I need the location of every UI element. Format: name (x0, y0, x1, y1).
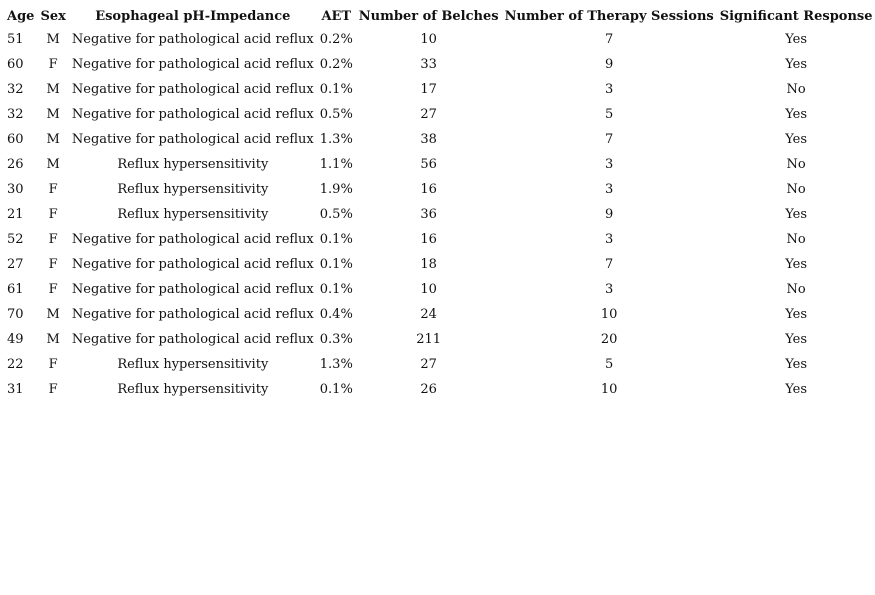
cell-therapy-sessions: 9 (605, 57, 614, 72)
cell-aet: 0.4% (319, 307, 353, 322)
cell-sex: M (46, 32, 60, 47)
cell-sex: F (48, 182, 58, 197)
cell-therapy-sessions: 9 (605, 207, 614, 222)
cell-therapy-sessions: 5 (605, 357, 614, 372)
cell-age: 70 (7, 307, 24, 322)
cell-significant-response: No (786, 82, 806, 97)
header-row (4, 6, 875, 27)
header-sex: Sex (40, 9, 66, 24)
cell-sex: F (48, 357, 58, 372)
cell-significant-response: Yes (785, 357, 808, 372)
cell-sex: F (48, 282, 58, 297)
cell-belches: 17 (420, 82, 437, 97)
cell-aet: 1.9% (319, 182, 353, 197)
cell-significant-response: No (786, 282, 806, 297)
cell-belches: 10 (420, 282, 437, 297)
cell-age: 51 (7, 32, 24, 47)
cell-age: 61 (7, 282, 24, 297)
cell-significant-response: No (786, 232, 806, 247)
cell-belches: 38 (420, 132, 437, 147)
cell-sex: M (46, 132, 60, 147)
cell-aet: 0.2% (319, 57, 353, 72)
table-row (4, 52, 875, 77)
cell-sex: M (46, 332, 60, 347)
cell-therapy-sessions: 10 (600, 307, 618, 322)
cell-ph-impedance: Negative for pathological acid reflux (71, 82, 314, 97)
cell-sex: F (48, 382, 58, 397)
table-header (4, 6, 875, 27)
cell-sex: M (46, 157, 60, 172)
cell-ph-impedance: Negative for pathological acid reflux (71, 332, 314, 347)
table-row (4, 377, 875, 402)
cell-belches: 33 (420, 57, 437, 72)
patient-data-table (4, 6, 875, 402)
table-row (4, 202, 875, 227)
cell-aet: 1.1% (319, 157, 353, 172)
cell-aet: 0.5% (319, 207, 353, 222)
cell-belches: 27 (420, 107, 437, 122)
header-belches: Number of Belches (358, 9, 499, 24)
cell-ph-impedance: Negative for pathological acid reflux (71, 32, 314, 47)
cell-sex: F (48, 57, 58, 72)
cell-sex: M (46, 107, 60, 122)
table-body (4, 27, 875, 402)
cell-aet: 0.1% (319, 232, 353, 247)
cell-aet: 0.5% (319, 107, 353, 122)
table-row (4, 77, 875, 102)
cell-ph-impedance: Negative for pathological acid reflux (71, 57, 314, 72)
cell-significant-response: Yes (785, 132, 808, 147)
cell-significant-response: Yes (785, 32, 808, 47)
cell-ph-impedance: Reflux hypersensitivity (117, 207, 269, 222)
cell-belches: 36 (420, 207, 437, 222)
cell-ph-impedance: Negative for pathological acid reflux (71, 257, 314, 272)
cell-aet: 0.1% (319, 282, 353, 297)
cell-ph-impedance: Reflux hypersensitivity (117, 357, 269, 372)
header-age: Age (7, 9, 35, 24)
cell-therapy-sessions: 7 (605, 257, 614, 272)
cell-age: 22 (7, 357, 24, 372)
cell-ph-impedance: Reflux hypersensitivity (117, 157, 269, 172)
cell-ph-impedance: Negative for pathological acid reflux (71, 307, 314, 322)
cell-significant-response: Yes (785, 207, 808, 222)
cell-therapy-sessions: 7 (605, 32, 614, 47)
table-row (4, 277, 875, 302)
table-row (4, 302, 875, 327)
cell-belches: 24 (420, 307, 437, 322)
cell-significant-response: No (786, 157, 806, 172)
cell-age: 31 (7, 382, 24, 397)
cell-therapy-sessions: 10 (600, 382, 618, 397)
cell-age: 52 (7, 232, 24, 247)
table-row (4, 127, 875, 152)
cell-significant-response: Yes (785, 382, 808, 397)
cell-belches: 16 (420, 182, 437, 197)
header-therapy-sessions: Number of Therapy Sessions (504, 9, 714, 24)
table-row (4, 102, 875, 127)
cell-ph-impedance: Negative for pathological acid reflux (71, 232, 314, 247)
table-row (4, 252, 875, 277)
cell-belches: 56 (420, 157, 437, 172)
table-row (4, 227, 875, 252)
cell-aet: 0.2% (319, 32, 353, 47)
table-row (4, 177, 875, 202)
cell-sex: F (48, 207, 58, 222)
header-ph-impedance: Esophageal pH-Impedance (95, 9, 291, 24)
cell-age: 49 (7, 332, 24, 347)
cell-belches: 10 (420, 32, 437, 47)
cell-aet: 0.3% (319, 332, 353, 347)
cell-age: 26 (7, 157, 24, 172)
table-row (4, 27, 875, 52)
cell-significant-response: Yes (785, 57, 808, 72)
cell-aet: 0.1% (319, 257, 353, 272)
cell-age: 60 (7, 57, 24, 72)
cell-sex: F (48, 232, 58, 247)
cell-therapy-sessions: 3 (605, 232, 614, 247)
table-row (4, 327, 875, 352)
cell-aet: 0.1% (319, 382, 353, 397)
cell-therapy-sessions: 3 (605, 282, 614, 297)
cell-significant-response: Yes (785, 107, 808, 122)
cell-significant-response: Yes (785, 307, 808, 322)
cell-therapy-sessions: 7 (605, 132, 614, 147)
cell-ph-impedance: Reflux hypersensitivity (117, 382, 269, 397)
cell-age: 60 (7, 132, 24, 147)
cell-age: 21 (7, 207, 24, 222)
cell-age: 30 (7, 182, 24, 197)
cell-ph-impedance: Negative for pathological acid reflux (71, 132, 314, 147)
cell-belches: 16 (420, 232, 437, 247)
cell-therapy-sessions: 5 (605, 107, 614, 122)
cell-therapy-sessions: 20 (600, 332, 618, 347)
cell-belches: 27 (420, 357, 437, 372)
table-row (4, 352, 875, 377)
cell-age: 32 (7, 107, 24, 122)
table-row (4, 152, 875, 177)
cell-aet: 0.1% (319, 82, 353, 97)
cell-sex: M (46, 307, 60, 322)
cell-belches: 26 (420, 382, 437, 397)
cell-significant-response: No (786, 182, 806, 197)
cell-belches: 18 (420, 257, 437, 272)
cell-ph-impedance: Reflux hypersensitivity (117, 182, 269, 197)
cell-therapy-sessions: 3 (605, 82, 614, 97)
cell-sex: M (46, 82, 60, 97)
header-aet: AET (321, 9, 352, 24)
cell-aet: 1.3% (319, 132, 353, 147)
cell-significant-response: Yes (785, 257, 808, 272)
cell-age: 32 (7, 82, 24, 97)
cell-therapy-sessions: 3 (605, 182, 614, 197)
cell-therapy-sessions: 3 (605, 157, 614, 172)
cell-sex: F (48, 257, 58, 272)
cell-ph-impedance: Negative for pathological acid reflux (71, 107, 314, 122)
cell-aet: 1.3% (319, 357, 353, 372)
cell-age: 27 (7, 257, 24, 272)
cell-ph-impedance: Negative for pathological acid reflux (71, 282, 314, 297)
header-significant-response: Significant Response (719, 9, 873, 24)
cell-belches: 211 (416, 332, 442, 347)
cell-significant-response: Yes (785, 332, 808, 347)
